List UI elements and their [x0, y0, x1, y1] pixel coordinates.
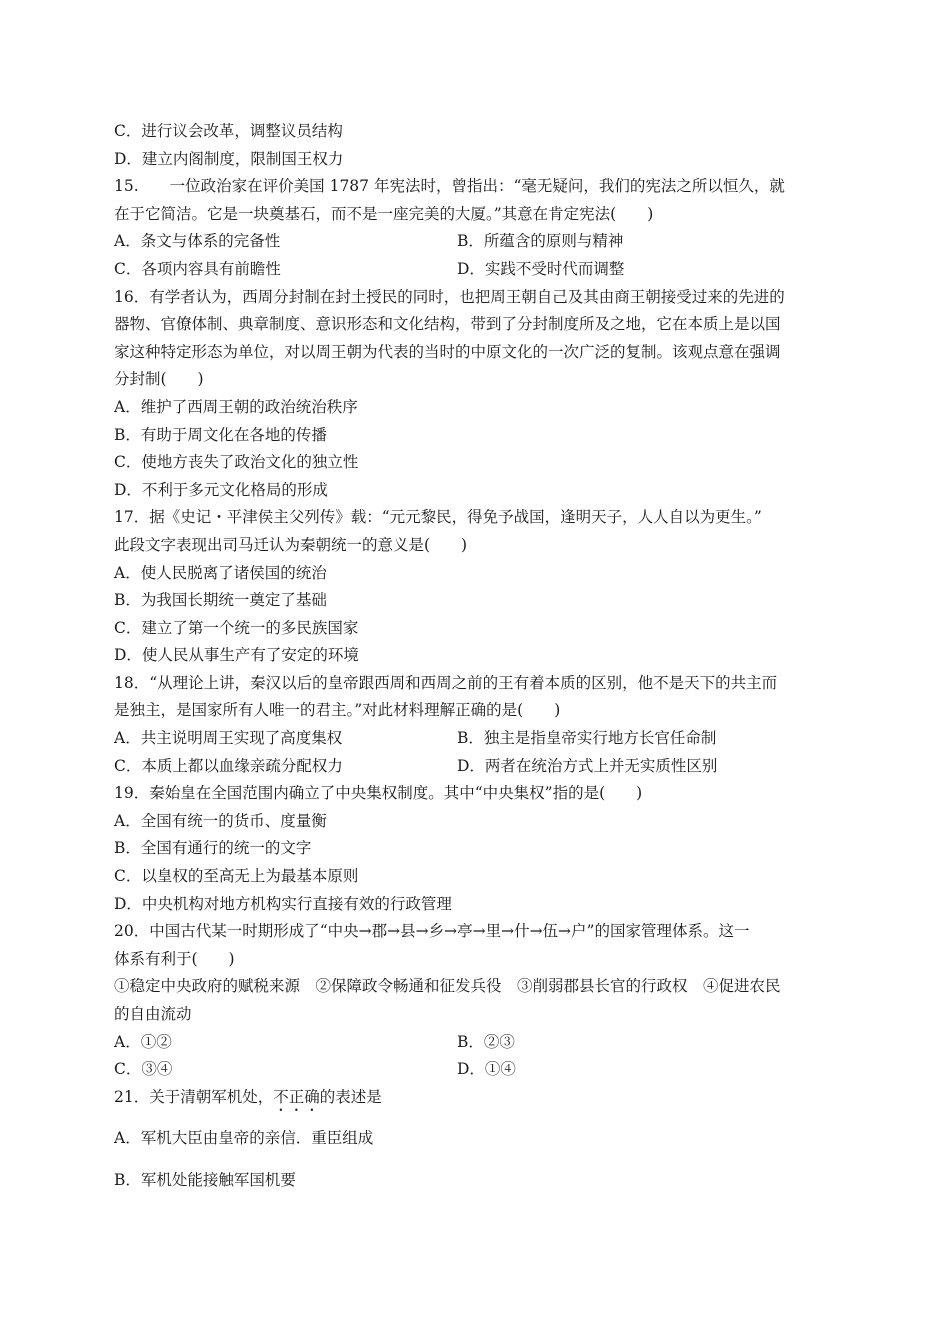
q18-option-d: D．两者在统治方式上并无实质性区别: [457, 756, 718, 775]
q21-stem-post: 的表述是: [319, 1087, 382, 1106]
q19-option-c: C．以皇权的至高无上为最基本原则: [114, 867, 359, 886]
q20-option-b: B．②③: [457, 1032, 515, 1051]
q21-option-b: B．军机处能接触军国机要: [114, 1170, 296, 1189]
q20-option-d: D．①④: [457, 1060, 516, 1079]
q18-stem-line-2: 是独主，是国家所有人唯一的君主。”对此材料理解正确的是( ): [114, 701, 561, 720]
q15-option-b: B．所蕴含的原则与精神: [457, 232, 624, 251]
q18-option-a: A．共主说明周王实现了高度集权: [114, 729, 343, 748]
q18-options-row-1: [114, 725, 838, 753]
q15-option-c: C．各项内容具有前瞻性: [114, 259, 281, 278]
q20-option-a: A．①②: [114, 1032, 172, 1051]
q15-option-a: A．条文与体系的完备性: [114, 232, 281, 251]
q17-option-c: C．建立了第一个统一的多民族国家: [114, 618, 359, 637]
q17-stem-line-1: 17．据《史记・平津侯主父列传》载：“元元黎民，得免予战国，逢明天子，人人自以为更生。”: [114, 508, 762, 527]
q17-option-a: A．使人民脱离了诸侯国的统治: [114, 563, 327, 582]
q19-option-d: D．中央机构对地方机构实行直接有效的行政管理: [114, 894, 452, 913]
q15-option-d: D．实践不受时代而调整: [457, 259, 625, 278]
q18-option-c: C．本质上都以血缘亲疏分配权力: [114, 756, 343, 775]
q15-stem-line-1: 15. 一位政治家在评价美国 1787 年宪法时，曾指出：“毫无疑问，我们的宪法之所以恒久，就: [114, 177, 785, 196]
q16-option-b: B．有助于周文化在各地的传播: [114, 425, 327, 444]
q20-statements-line-1: ①稳定中央政府的赋税来源 ②保障政令畅通和征发兵役 ③削弱郡县长官的行政权 ④促进农民: [114, 977, 781, 996]
q18-options-row-2: [114, 753, 838, 781]
q21-option-a: A．军机大臣由皇帝的亲信．重臣组成: [114, 1129, 374, 1148]
q14-option-d: D．建立内阁制度，限制国王权力: [114, 149, 344, 168]
q15-stem-line-2: 在于它简洁。它是一块奠基石，而不是一座完美的大厦。”其意在肯定宪法( ): [114, 204, 654, 223]
q16-stem-line-4: 分封制( ): [114, 370, 204, 389]
q17-stem-line-2: 此段文字表现出司马迁认为秦朝统一的意义是( ): [114, 535, 468, 554]
q17-option-d: D．使人民从事生产有了安定的环境: [114, 646, 359, 665]
q20-stem-line-1: 20．中国古代某一时期形成了“中央→郡→县→乡→亭→里→什→伍→户”的国家管理体系。这一: [114, 922, 750, 941]
q14-option-c: C．进行议会改革，调整议员结构: [114, 122, 343, 140]
q19-stem: 19．秦始皇在全国范围内确立了中央集权制度。其中“中央集权”指的是( ): [114, 784, 643, 803]
q19-option-a: A．全国有统一的货币、度量衡: [114, 811, 327, 830]
q16-stem-line-3: 家这种特定形态为单位，对以周王朝为代表的当时的中原文化的一次广泛的复制。该观点意在强调: [114, 342, 781, 361]
q20-options-row-2: [114, 1056, 838, 1084]
q16-option-c: C．使地方丧失了政治文化的独立性: [114, 453, 359, 472]
q19-option-b: B．全国有通行的统一的文字: [114, 839, 312, 858]
q21-emphasis: 不正确: [273, 1087, 320, 1106]
q18-option-b: B．独主是指皇帝实行地方长官任命制: [457, 729, 717, 748]
q16-stem-line-1: 16．有学者认为，西周分封制在封土授民的同时，也把周王朝自己及其由商王朝接受过来的先进的: [114, 287, 785, 306]
q15-options-row-1: [114, 228, 838, 256]
q16-option-a: A．维护了西周王朝的政治统治秩序: [114, 397, 358, 416]
exam-page: [114, 118, 838, 1195]
q21-stem-pre: 21．关于清朝军机处，: [114, 1087, 274, 1106]
q18-stem-line-1: 18．“从理论上讲，秦汉以后的皇帝跟西周和西周之前的王有着本质的区别，他不是天下的共主而: [114, 673, 778, 692]
q20-options-row-1: [114, 1029, 838, 1057]
q20-stem-line-2: 体系有利于( ): [114, 949, 235, 968]
q21-stem: [114, 1084, 838, 1112]
q20-option-c: C．③④: [114, 1060, 173, 1079]
q16-stem-line-2: 器物、官僚体制、典章制度、意识形态和文化结构，带到了分封制度所及之地，它在本质上是以国: [114, 315, 781, 334]
q17-option-b: B．为我国长期统一奠定了基础: [114, 591, 327, 610]
q16-option-d: D．不利于多元文化格局的形成: [114, 480, 328, 499]
q20-statements-line-2: 的自由流动: [114, 1005, 192, 1023]
q15-options-row-2: [114, 256, 838, 284]
